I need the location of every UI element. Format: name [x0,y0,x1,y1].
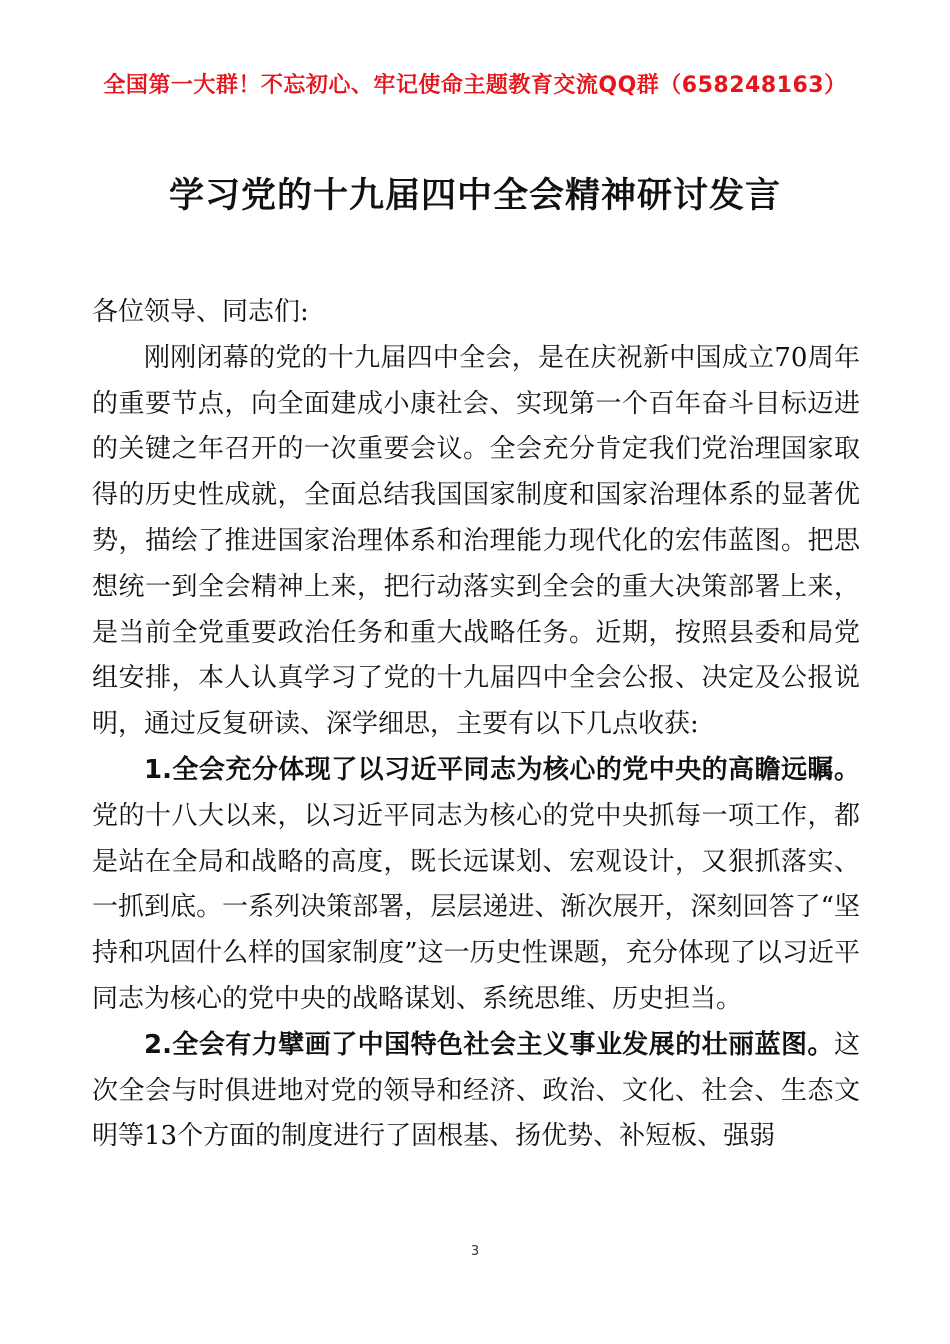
section-2-text: 这次全会与时俱进地对党的领导和经济、政治、文化、社会、生态文明等13个方面的制度进行了固根基、扬优势、补短板、强弱 [92,1029,860,1152]
page-number: 3 [470,1244,480,1259]
section-2 [92,1023,860,1160]
section-1 [92,748,860,1023]
salutation: 各位领导、同志们: [92,297,309,327]
section-1-text: 党的十八大以来，以习近平同志为核心的党中央抓每一项工作，都是站在全局和战略的高度，既长远谋划、宏观设计，又狠抓落实、一抓到底。一系列决策部署，层层递进、渐次展开，深刻回答了“坚持和巩固什么样的国家制度”这一历史性课题，充分体现了以习近平同志为核心的党中央的战略谋划、系统思维、历史担当。 [92,800,860,1014]
document-body [92,290,860,1160]
section-2-heading: 2.全会有力擘画了中国特色社会主义事业发展的壮丽蓝图。 [144,1029,834,1060]
promo-banner: 全国第一大群！不忘初心、牢记使命主题教育交流QQ群（658248163） [103,73,847,98]
document-title: 学习党的十九届四中全会精神研讨发言 [168,175,781,216]
section-1-heading: 1.全会充分体现了以习近平同志为核心的党中央的高瞻远瞩。 [144,754,860,785]
paragraph-intro: 刚刚闭幕的党的十九届四中全会，是在庆祝新中国成立70周年的重要节点，向全面建成小康社会、实现第一个百年奋斗目标迈进的关键之年召开的一次重要会议。全会充分肯定我们党治理国家取得的历史性成就，全面总结我国国家制度和国家治理体系的显著优势，描绘了推进国家治理体系和治理能力现代化的宏伟蓝图。把思想统一到全会精神上来，把行动落实到全会的重大决策部署上来，是当前全党重要政治任务和重大战略任务。近期，按照县委和局党组安排，本人认真学习了党的十九届四中全会公报、决定及公报说明，通过反复研读、深学细思，主要有以下几点收获: [92,342,860,740]
